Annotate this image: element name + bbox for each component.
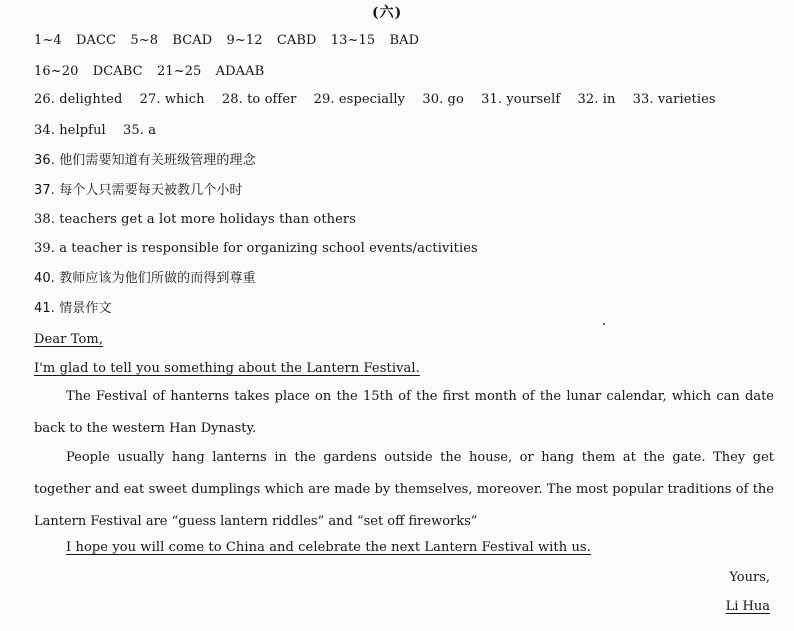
question-range: 21~25 <box>156 64 202 79</box>
letter-paragraph-1: The Festival of hanterns takes place on the 15th of the first month of the lunar calendar, which can date back to the western Han Dynasty. <box>34 389 774 436</box>
choice-answers-row-2 <box>34 63 274 81</box>
word-answers-row-1 <box>34 91 729 109</box>
answer-set: DACC <box>75 33 117 48</box>
answer-item: 29. especially <box>313 92 406 107</box>
answer-set: BCAD <box>172 33 213 48</box>
letter-closing-line: I hope you will come to China and celebrate the next Lantern Festival with us. <box>66 540 591 555</box>
word-answers-row-2 <box>34 122 169 140</box>
letter-opening: I'm glad to tell you something about the Lantern Festival. <box>34 361 420 376</box>
question-range: 16~20 <box>34 64 79 79</box>
answer-item: 32. in <box>577 92 616 107</box>
essay-heading: 41. 情景作文 <box>34 301 112 316</box>
letter-greeting: Dear Tom, <box>34 332 104 347</box>
answer-item: 33. varieties <box>632 92 716 107</box>
answer-set: ADAAB <box>215 64 265 79</box>
letter-signoff: Yours, <box>729 570 770 585</box>
scan-speck <box>603 323 605 325</box>
answer-item: 35. a <box>123 123 157 138</box>
translation-37: 37. 每个人只需要每天被教几个小时 <box>34 183 243 198</box>
translation-40: 40. 教师应该为他们所做的而得到尊重 <box>34 271 256 286</box>
answer-item: 26. delighted <box>34 92 123 107</box>
question-range: 13~15 <box>330 33 376 48</box>
answer-set: CABD <box>276 33 317 48</box>
section-heading: (六) <box>372 5 403 21</box>
question-range: 5~8 <box>130 33 159 48</box>
letter-signature: Li Hua <box>725 599 770 614</box>
translation-39: 39. a teacher is responsible for organizing school events/activities <box>34 241 478 256</box>
answer-item: 27. which <box>139 92 205 107</box>
answer-item: 28. to offer <box>221 92 297 107</box>
answer-item: 31. yourself <box>481 92 561 107</box>
question-range: 1~4 <box>34 33 62 48</box>
letter-paragraph-2: People usually hang lanterns in the gardens outside the house, or hang them at the gate. They get together and eat sweet dumplings which are made by themselves, moreover. The most popular traditions of the Lantern Festival are “guess lantern riddles” and “set off fireworks” <box>34 450 774 529</box>
choice-answers-row-1 <box>34 32 429 50</box>
answer-item: 34. helpful <box>34 123 106 138</box>
answer-set: BAD <box>389 33 420 48</box>
question-range: 9~12 <box>226 33 263 48</box>
answer-item: 30. go <box>422 92 464 107</box>
translation-38: 38. teachers get a lot more holidays than others <box>34 212 357 227</box>
answer-set: DCABC <box>92 64 143 79</box>
translation-36: 36. 他们需要知道有关班级管理的理念 <box>34 153 256 168</box>
